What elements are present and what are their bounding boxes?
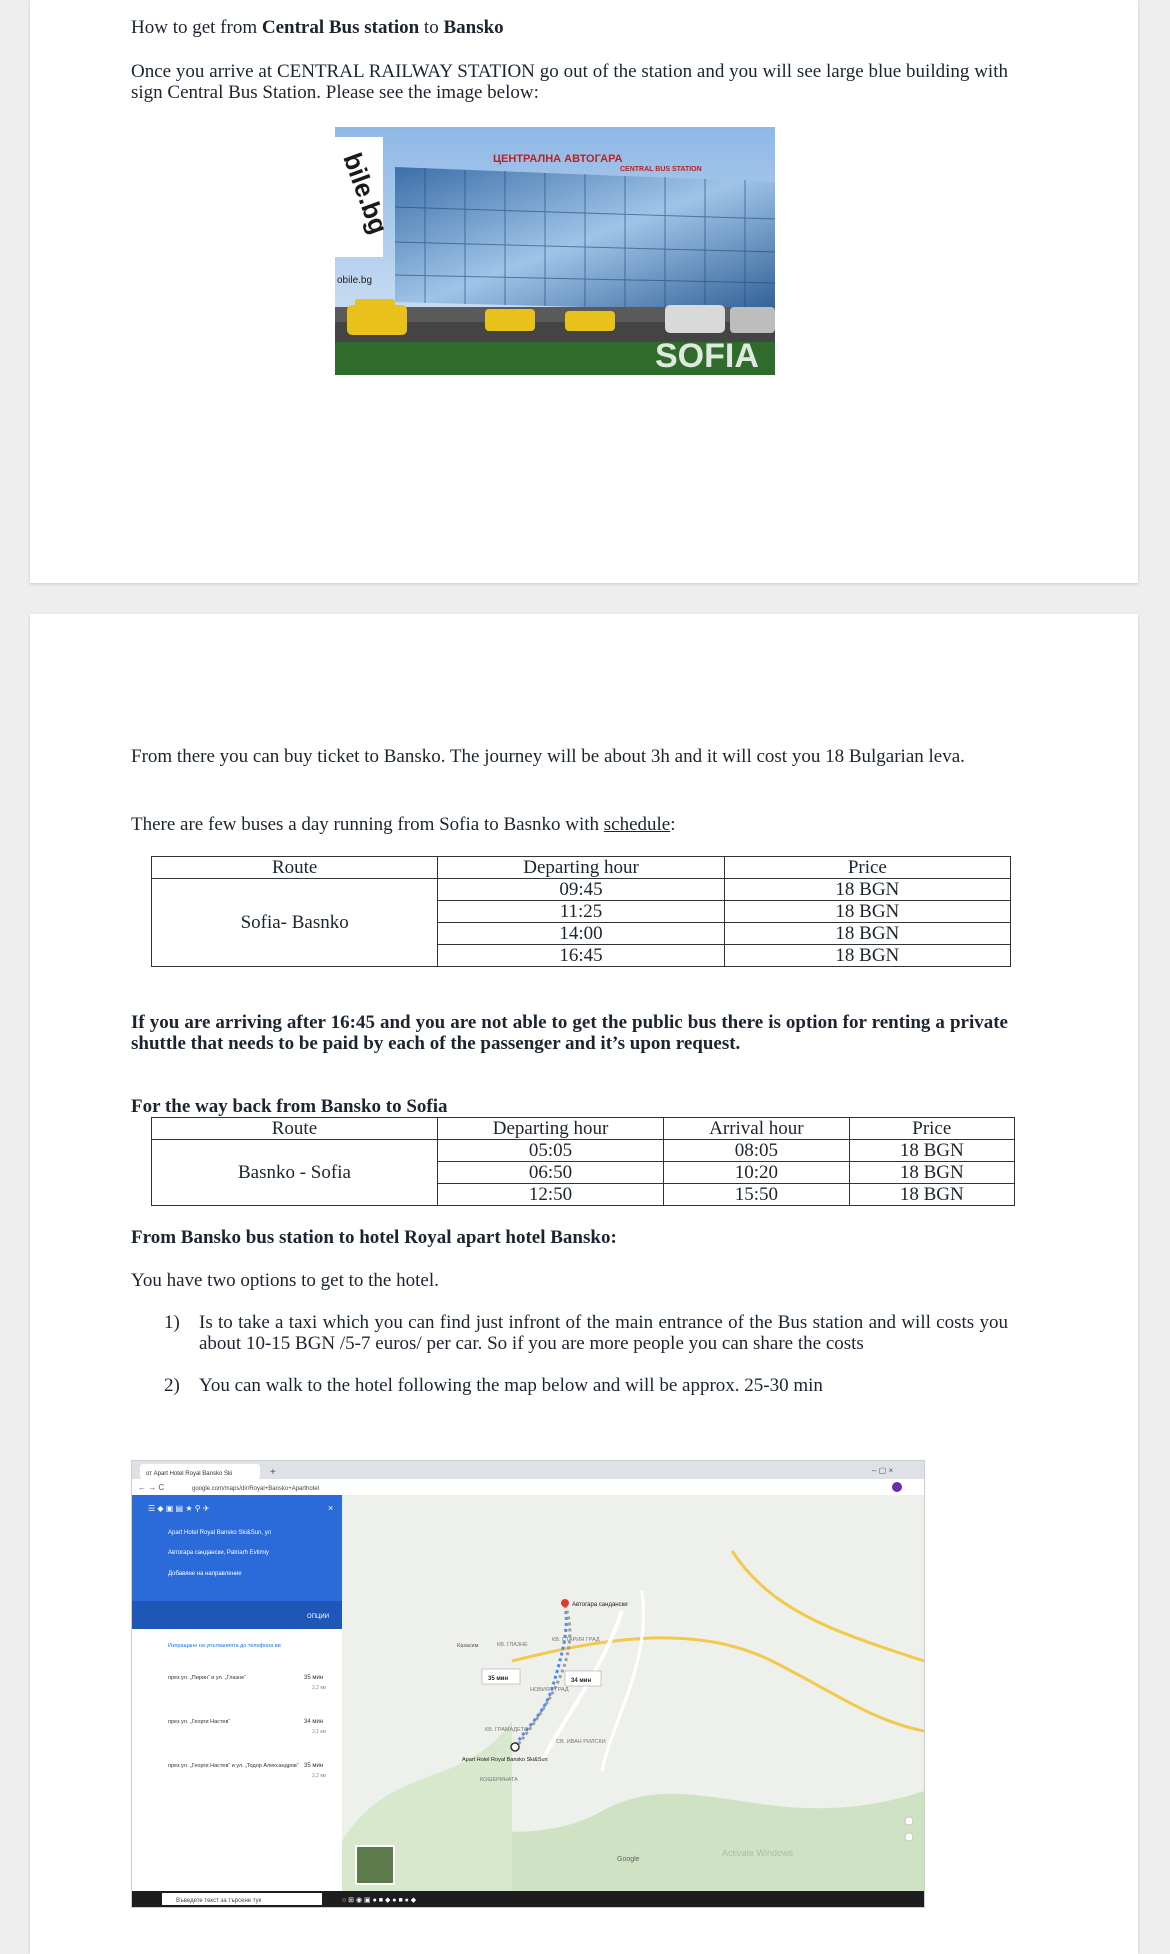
taskbar-search: Въведете текст за търсене тук <box>176 1898 262 1904</box>
options-button: ОПЦИИ <box>307 1614 330 1620</box>
list-text: You can walk to the hotel following the map below and will be approx. 25-30 min <box>199 1375 823 1396</box>
table-header-row <box>152 1118 1015 1140</box>
route-distance: 3,2 км <box>312 1685 326 1691</box>
route-time: 35 мин <box>304 1675 324 1681</box>
arrival-cell: 08:05 <box>664 1140 849 1162</box>
hotel-title: From Bansko bus station to hotel Royal apart hotel Bansko: <box>131 1227 617 1248</box>
browser-tab: от Apart Hotel Royal Bansko Ski <box>146 1471 233 1477</box>
origin-field: Apart Hotel Royal Bansko Ski&Sun, ул <box>168 1530 272 1536</box>
price-cell: 18 BGN <box>849 1162 1014 1184</box>
table-header: Route <box>152 1118 438 1140</box>
route-via: през ул. „Георги Настев“ и ул. „Тодор Александров“ <box>168 1763 299 1769</box>
list-number: 1) <box>164 1312 180 1333</box>
banner-text-small: obile.bg <box>337 275 373 286</box>
activate-windows-watermark: Activate Windows <box>722 1848 794 1858</box>
taskbar-icons: ○ ⊞ ◉ ▣ ● ■ ◆ ● ■ ● ◆ <box>342 1897 417 1904</box>
table-header-row <box>152 857 1011 879</box>
departing-cell: 16:45 <box>438 945 724 967</box>
table-header: Route <box>152 857 438 879</box>
route-time-badge: 34 мин <box>571 1678 592 1684</box>
departing-cell: 11:25 <box>438 901 724 923</box>
way-back-title: For the way back from Bansko to Sofia <box>131 1096 448 1117</box>
route-cell: Basnko - Sofia <box>152 1140 438 1206</box>
heading-from: Central Bus station <box>261 17 420 38</box>
destination-field: Автогара сандански, Patriarh Evtimiy <box>168 1550 269 1556</box>
price-cell: 18 BGN <box>724 923 1010 945</box>
map-label-ivan-rilski: СВ. ИВАН РИЛСКИ <box>556 1739 606 1745</box>
route-distance: 3,2 км <box>312 1773 326 1779</box>
list-item <box>131 1375 1008 1396</box>
sign-bulgarian: ЦЕНТРАЛНА АВТОГАРА <box>493 153 623 165</box>
table-header: Departing hour <box>437 1118 663 1140</box>
route-via: през ул. „Георги Настев“ <box>168 1719 231 1725</box>
arrival-cell: 10:20 <box>664 1162 849 1184</box>
departing-cell: 06:50 <box>437 1162 663 1184</box>
nav-arrows-icon: ← → C <box>138 1483 165 1492</box>
close-directions-icon: × <box>328 1503 334 1513</box>
route-cell: Sofia- Basnko <box>152 879 438 967</box>
price-cell: 18 BGN <box>724 901 1010 923</box>
departing-cell: 09:45 <box>438 879 724 901</box>
late-arrival-note: If you are arriving after 16:45 and you are not able to get the public bus there is option for renting a private shuttle that needs to be paid by each of the passenger and it’s upon request. <box>131 1012 1008 1054</box>
satellite-layer-thumbnail <box>356 1846 394 1884</box>
departing-cell: 12:50 <box>437 1184 663 1206</box>
bus-station-photo <box>335 127 775 375</box>
price-cell: 18 BGN <box>849 1184 1014 1206</box>
map-label-hotel: Apart Hotel Royal Bansko Ski&Sun <box>462 1757 548 1763</box>
map-label-gramadeto: КВ. ГРАМАДЕТО <box>485 1727 529 1733</box>
schedule-link[interactable]: schedule <box>603 814 671 835</box>
map-label-glazne: КВ. ГЛАЗНЕ <box>497 1642 528 1648</box>
banner-text: bile.bg <box>337 148 395 238</box>
table-header: Price <box>849 1118 1014 1140</box>
route-via: през ул. „Пирин“ и ул. „Глазне“ <box>168 1675 246 1681</box>
table-row <box>152 1140 1015 1162</box>
sign-english: CENTRAL BUS STATION <box>620 166 702 173</box>
photo-watermark: SOFIA <box>655 337 759 375</box>
options-intro: You have two options to get to the hotel. <box>131 1270 439 1291</box>
zoom-in-icon <box>905 1817 913 1825</box>
route-distance: 3,1 км <box>312 1729 326 1735</box>
add-destination: Добавяне на направление <box>168 1571 242 1577</box>
map-label-novi-grad: НОВИЯТ ГРАД <box>530 1687 569 1693</box>
price-cell: 18 BGN <box>724 879 1010 901</box>
new-tab-icon: + <box>270 1467 276 1478</box>
origin-marker-icon <box>511 1743 519 1751</box>
list-text: Is to take a taxi which you can find just infront of the main entrance of the Bus station and will costs you about 10-15 BGN /5-7 euros/ per car. So if you are more people you can share the costs <box>199 1312 1008 1354</box>
page-heading: How to get from Central Bus station to Bansko <box>131 17 504 38</box>
price-cell: 18 BGN <box>849 1140 1014 1162</box>
departing-cell: 05:05 <box>437 1140 663 1162</box>
route-time: 35 мин <box>304 1763 324 1769</box>
route-time: 34 мин <box>304 1719 324 1725</box>
table-row <box>152 879 1011 901</box>
schedule-table-bansko-sofia <box>151 1117 1015 1206</box>
table-header: Price <box>724 857 1010 879</box>
transport-modes-icons: ☰ ◆ ▣ ▤ ★ ⚲ ✈ <box>148 1504 210 1513</box>
schedule-table-sofia-bansko <box>151 856 1011 967</box>
arrival-cell: 15:50 <box>664 1184 849 1206</box>
price-cell: 18 BGN <box>724 945 1010 967</box>
intro-paragraph: Once you arrive at CENTRAL RAILWAY STATION go out of the station and you will see large blue building with sign Central Bus Station. Please see the image below: <box>131 61 1008 103</box>
send-to-phone: Изпращане на упътванията до телефона ви <box>168 1643 281 1649</box>
map-label-kazaci: Казасим <box>457 1643 479 1649</box>
profile-icon <box>892 1482 902 1492</box>
google-logo: Google <box>617 1856 640 1863</box>
route-time-badge: 35 мин <box>488 1676 509 1682</box>
map-label-bus-station: Автогара сандански <box>572 1602 628 1608</box>
heading-to: Bansko <box>443 17 504 38</box>
list-number: 2) <box>164 1375 180 1396</box>
map-screenshot <box>131 1460 925 1908</box>
destination-pin-icon <box>561 1599 569 1607</box>
departing-cell: 14:00 <box>438 923 724 945</box>
window-controls: – ▢ × <box>872 1466 894 1475</box>
ticket-paragraph: From there you can buy ticket to Bansko. The journey will be about 3h and it will cost you 18 Bulgarian leva. <box>131 746 965 767</box>
address-bar: google.com/maps/dir/Royal+Bansko+Aparthotel <box>192 1486 320 1492</box>
table-header: Departing hour <box>438 857 724 879</box>
map-label-koshurinata: КОШЕРИНАТА <box>480 1777 518 1783</box>
schedule-intro: There are few buses a day running from Sofia to Basnko with schedule: <box>131 814 676 835</box>
options-list <box>131 1312 1008 1396</box>
zoom-out-icon <box>905 1833 913 1841</box>
list-item <box>131 1312 1008 1354</box>
map-label-stari-grad: КВ. СТАРИЯ ГРАД <box>552 1637 600 1643</box>
table-header: Arrival hour <box>664 1118 849 1140</box>
